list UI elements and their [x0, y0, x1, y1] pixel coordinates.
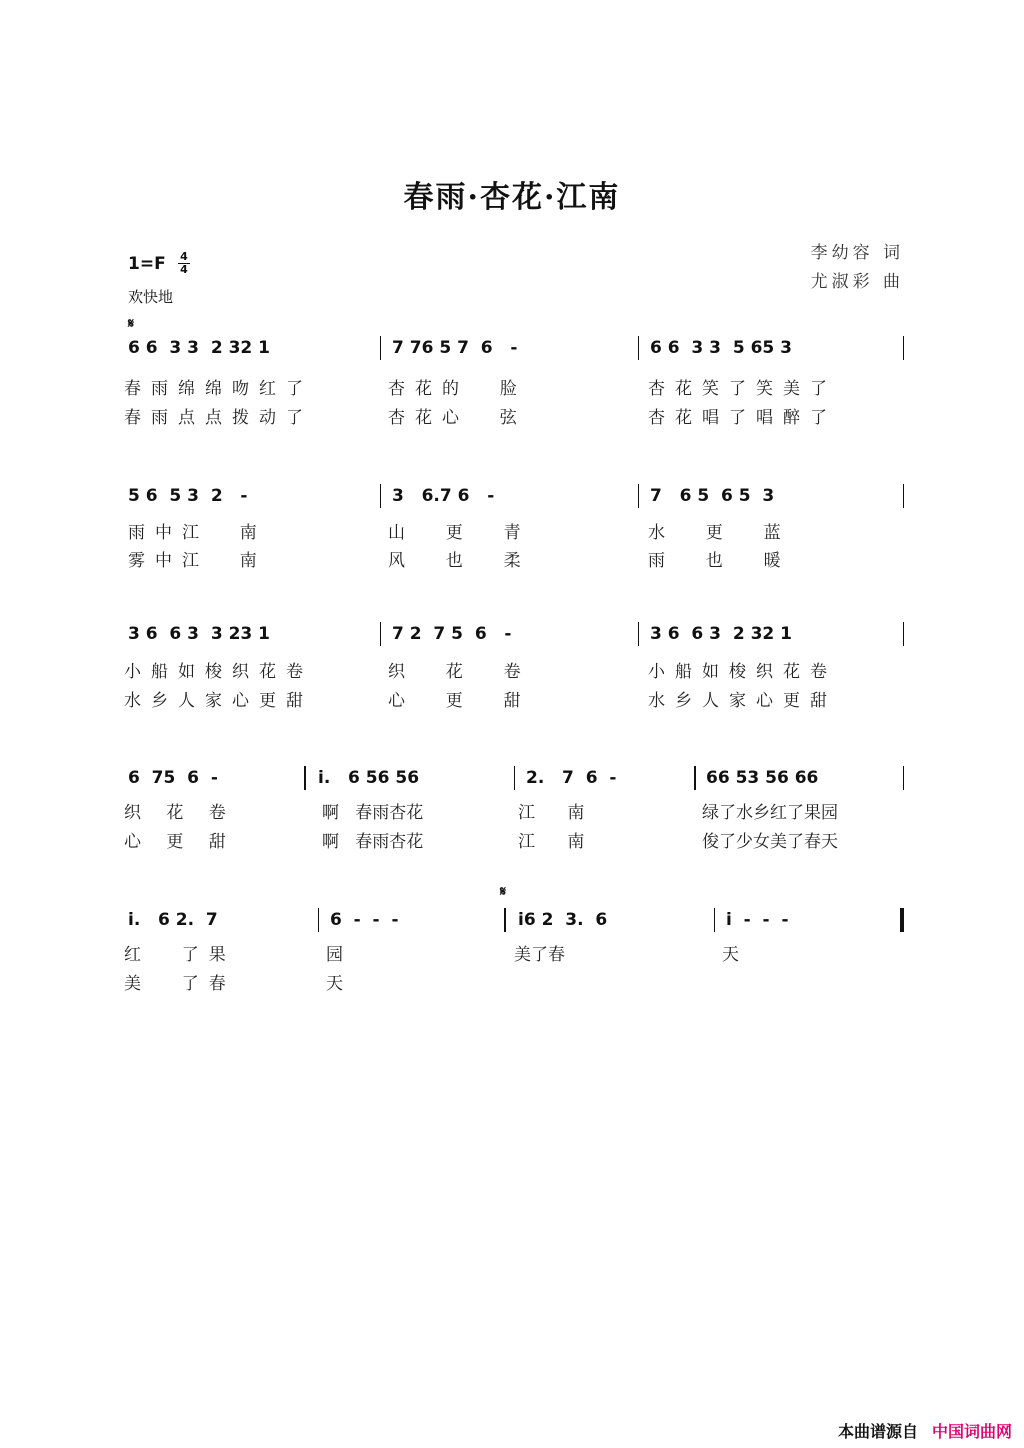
barline: [380, 484, 381, 508]
row3-lyric1-a: 小船如梭织花卷: [124, 662, 313, 682]
row5-measure3-notes: i6 2 3. 6: [518, 910, 608, 930]
row5-lyric1-b: 园: [326, 945, 343, 965]
row1-lyric1-a: 春雨绵绵吻红了: [124, 379, 313, 399]
row3-lyric1-c: 小船如梭织花卷: [648, 662, 837, 682]
time-signature: [178, 252, 190, 275]
final-barline: [900, 908, 904, 932]
row1-lyric1-b: 杏花的 脸: [388, 379, 527, 399]
row2-measure2-notes: 3 6.7 6 -: [392, 486, 495, 506]
barline: [638, 336, 639, 360]
row5-lyric1-c: 美了春: [514, 945, 587, 965]
barline: [380, 336, 381, 360]
key-signature: 1=F: [128, 254, 166, 274]
barline: [903, 336, 904, 360]
lyricist-credit: 李幼容 词: [810, 243, 904, 263]
row5-lyric2-b: 天: [326, 974, 343, 994]
segno-sign: 𝄋: [128, 316, 135, 332]
barline: [318, 908, 319, 932]
row2-lyric2-b: 风 也 柔: [388, 551, 531, 571]
row5-lyric1-d: 天: [722, 945, 739, 965]
row4-lyric2-c: 江 南: [518, 832, 585, 852]
row1-measure3-notes: 6 6 3 3 5 65 3: [650, 338, 792, 358]
row4-measure1-notes: 6 75 6 -: [128, 768, 218, 788]
repeat-start-barline: [304, 766, 306, 790]
row2-lyric1-b: 山 更 青: [388, 523, 531, 543]
row3-measure2-notes: 7 2 7 5 6 -: [392, 624, 512, 644]
source-footer: [838, 1419, 1012, 1442]
row2-measure3-notes: 7 6 5 6 5 3: [650, 486, 775, 506]
row5-measure4-notes: i - - -: [726, 910, 789, 930]
row2-lyric2-a: 雾中江 南: [128, 551, 267, 571]
row1-measure2-notes: 7 76 5 7 6 -: [392, 338, 518, 358]
barline: [903, 484, 904, 508]
row3-measure1-notes: 3 6 6 3 3 23 1: [128, 624, 270, 644]
source-site-link[interactable]: 中国词曲网: [931, 1422, 1012, 1441]
row5-lyric1-a: 红 了果: [124, 945, 283, 965]
row3-lyric2-a: 水乡人家心更甜: [124, 691, 313, 711]
barline: [638, 622, 639, 646]
time-signature-top: 4: [180, 250, 188, 263]
row4-lyric1-d: 绿了水乡红了果园: [702, 803, 838, 823]
row1-lyric2-c: 杏花唱了唱醉了: [648, 408, 837, 428]
row1-lyric2-a: 春雨点点拨动了: [124, 408, 313, 428]
song-title: 春雨·杏花·江南: [403, 180, 621, 215]
row5-measure2-notes: 6 - - -: [330, 910, 399, 930]
segno-sign: 𝄋: [500, 884, 507, 900]
row5-measure1-notes: i. 6 2. 7: [128, 910, 218, 930]
composer-credit: 尤淑彩 曲: [810, 272, 904, 292]
row4-lyric1-c: 江 南: [518, 803, 585, 823]
row1-measure1-notes: 6 6 3 3 2 32 1: [128, 338, 270, 358]
row2-lyric1-a: 雨中江 南: [128, 523, 267, 543]
row2-lyric1-c: 水 更 蓝: [648, 523, 791, 543]
row3-lyric2-b: 心 更 甜: [388, 691, 531, 711]
tempo-marking: 欢快地: [128, 288, 174, 306]
row3-lyric2-c: 水乡人家心更甜: [648, 691, 837, 711]
row4-measure3-notes: 2. 7 6 -: [526, 768, 617, 788]
row1-lyric1-c: 杏花笑了笑美了: [648, 379, 837, 399]
row4-lyric2-d: 俊了少女美了春天: [702, 832, 838, 852]
row4-lyric2-b: 啊 春雨杏花: [322, 832, 424, 852]
row1-lyric2-b: 杏花心 弦: [388, 408, 527, 428]
row4-lyric1-a: 织 花 卷: [124, 803, 236, 823]
repeat-end-barline: [694, 766, 696, 790]
row3-lyric1-b: 织 花 卷: [388, 662, 531, 682]
row4-lyric1-b: 啊 春雨杏花: [322, 803, 424, 823]
barline: [514, 766, 515, 790]
time-signature-bottom: 4: [180, 263, 188, 276]
row2-lyric2-c: 雨 也 暖: [648, 551, 791, 571]
row3-measure3-notes: 3 6 6 3 2 32 1: [650, 624, 792, 644]
row4-lyric2-a: 心 更 甜: [124, 832, 236, 852]
barline: [903, 766, 904, 790]
barline: [903, 622, 904, 646]
barline: [380, 622, 381, 646]
double-barline: [504, 908, 506, 932]
row5-lyric2-a: 美 了春: [124, 974, 283, 994]
source-label: 本曲谱源自: [837, 1422, 918, 1441]
barline: [638, 484, 639, 508]
row2-measure1-notes: 5 6 5 3 2 -: [128, 486, 248, 506]
row4-measure4-notes: 66 53 56 66: [706, 768, 819, 788]
row4-measure2-notes: i. 6 56 56: [318, 768, 420, 788]
barline: [714, 908, 715, 932]
